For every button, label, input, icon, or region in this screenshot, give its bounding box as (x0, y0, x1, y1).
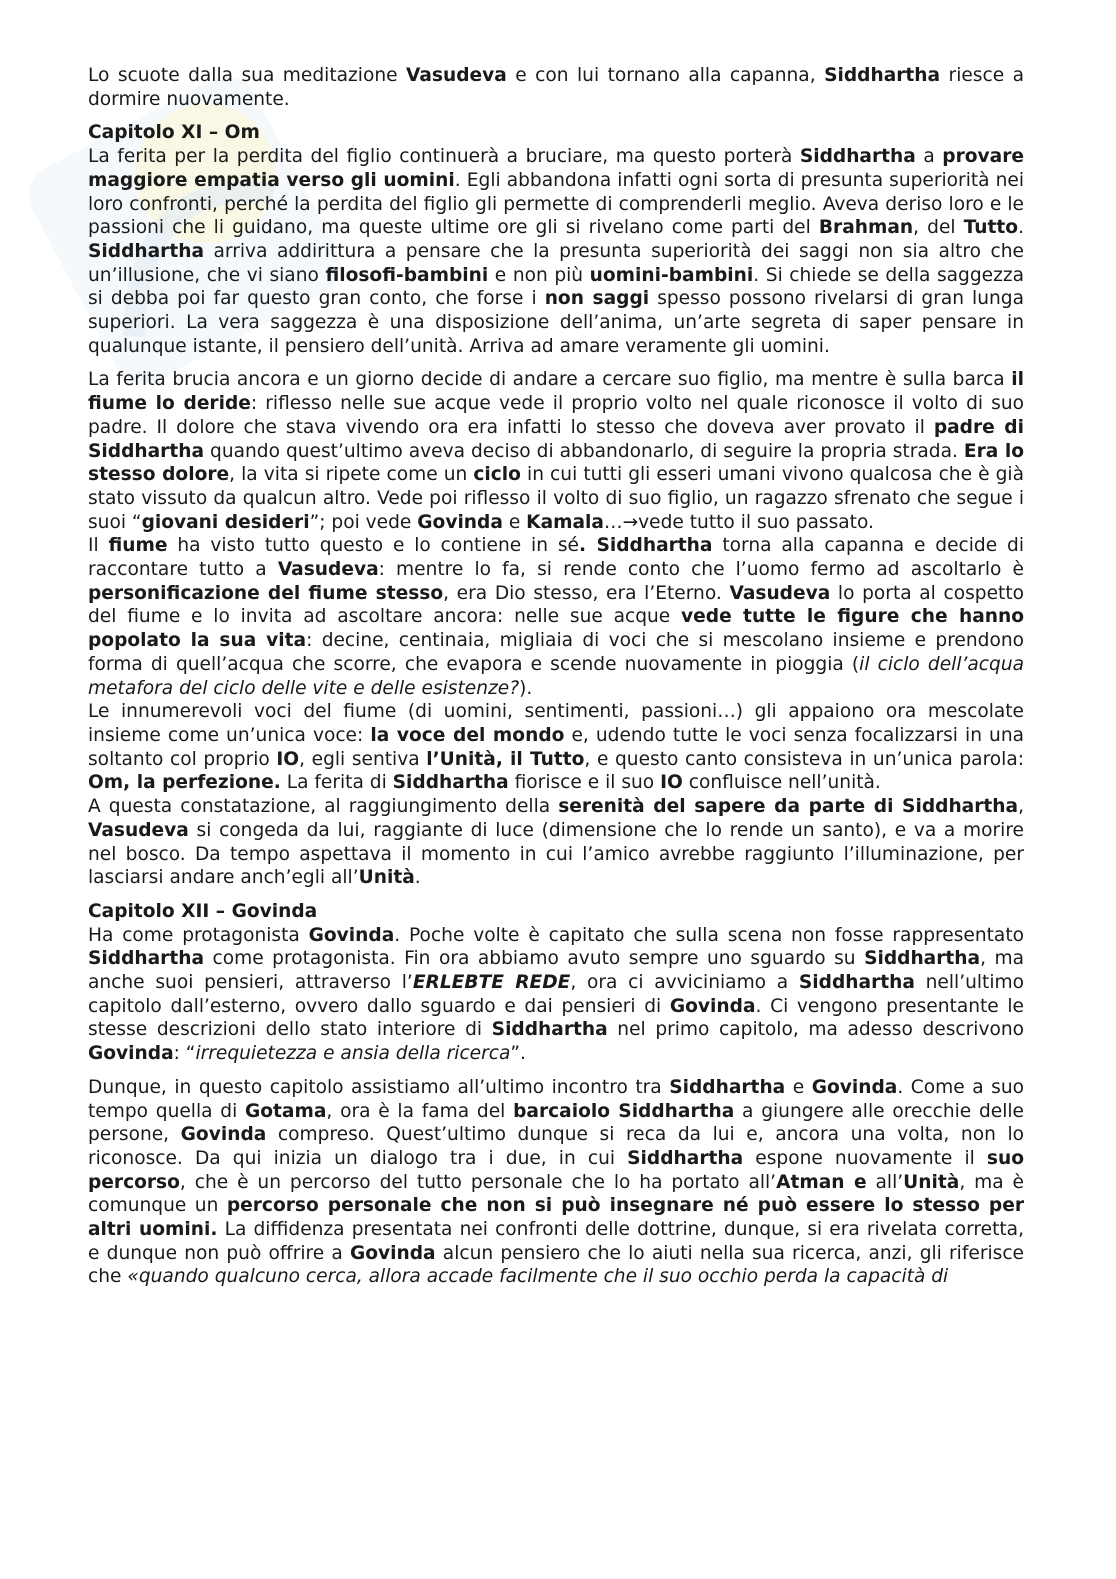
chapter-xi-paragraph-4: Le innumerevoli voci del fiume (di uomini, sentimenti, passioni…) gli appaiono ora mescolate insieme come un’unica voce: la voce del mondo e, udendo tutte le voci senza focalizzarsi in una soltanto col proprio IO, egli sentiva l’Unità, il Tutto, e questo canto consisteva in un’unica parola: Om, la perfezione. La ferita di Siddhartha fiorisce e il suo IO confluisce nell’unità. (88, 701, 1025, 794)
document-page (88, 64, 1024, 1289)
chapter-xii-paragraph-2: Dunque, in questo capitolo assistiamo all’ultimo incontro tra Siddhartha e Govinda. Come a suo tempo quella di Gotama, ora è la fama del barcaiolo Siddhartha a giungere alle orecchie delle persone, Govinda compreso. Quest’ultimo dunque si reca da lui e, ancora una volta, non lo riconosce. Da qui inizia un dialogo tra i due, in cui Siddhartha espone nuovamente il suo percorso, che è un percorso del tutto personale che lo ha portato all’Atman e all’Unità, ma è comunque un percorso personale che non si può insegnare né può essere lo stesso per altri uomini. La diffidenza presentata nei confronti delle dottrine, dunque, si era rivelata corretta, e dunque non può offrire a Govinda alcun pensiero che lo aiuti nella sua ricerca, anzi, gli riferisce che «quando qualcuno cerca, allora accade facilmente che il suo occhio perda la capacità di (88, 1076, 1025, 1288)
intro-paragraph: Lo scuote dalla sua meditazione Vasudeva e con lui tornano alla capanna, Siddhartha riesce a dormire nuovamente. (88, 65, 1024, 110)
chapter-xii-heading: Capitolo XII – Govinda (88, 900, 318, 922)
chapter-xii-paragraph-1: Ha come protagonista Govinda. Poche volte è capitato che sulla scena non fosse rappresentato Siddhartha come protagonista. Fin ora abbiamo avuto sempre uno sguardo su Siddhartha, ma anche suoi pensieri, attraverso l’ERLEBTE REDE, ora ci avviciniamo a Siddhartha nell’ultimo capitolo dall’esterno, ovvero dallo sguardo e dai pensieri di Govinda. Ci vengono presentante le stesse descrizioni dello stato interiore di Siddhartha nel primo capitolo, ma adesso descrivono Govinda: “irrequietezza e ansia della ricerca”. (88, 924, 1025, 1065)
chapter-xi-paragraph-5: A questa constatazione, al raggiungimento della serenità del sapere da parte di Siddhartha, Vasudeva si congeda da lui, raggiante di luce (dimensione che lo rende un santo), e va a morire nel bosco. Da tempo aspettava il momento in cui l’amico avrebbe raggiunto l’illuminazione, per lasciarsi andare anch’egli all’Unità. (88, 796, 1024, 889)
chapter-xi-paragraph-1: La ferita per la perdita del figlio continuerà a bruciare, ma questo porterà Siddhartha a provare maggiore empatia verso gli uomini. Egli abbandona infatti ogni sorta di presunta superiorità nei loro confronti, perché la perdita del figlio gli permette di comprenderli meglio. Aveva deriso loro e le passioni che li guidano, ma queste ultime ore gli si rivelano come parti del Brahman, del Tutto. Siddhartha arriva addirittura a pensare che la presunta superiorità dei saggi non sia altro che un’illusione, che vi siano filosofi-bambini e non più uomini-bambini. Si chiede se della saggezza si debba poi far questo gran conto, che forse i non saggi spesso possono rivelarsi di gran lunga superiori. La vera saggezza è una disposizione dell’anima, un’arte segreta di saper pensare in qualunque istante, il pensiero dell’unità. Arriva ad amare veramente gli uomini. (88, 146, 1025, 357)
chapter-xi-paragraph-3: Il fiume ha visto tutto questo e lo contiene in sé. Siddhartha torna alla capanna e decide di raccontare tutto a Vasudeva: mentre lo fa, si rende conto che l’uomo fermo ad ascoltarlo è personificazione del fiume stesso, era Dio stesso, era l’Eterno. Vasudeva lo porta al cospetto del fiume e lo invita ad ascoltare ancora: nelle sue acque vede tutte le figure che hanno popolato la sua vita: decine, centinaia, migliaia di voci che si mescolano insieme e prendono forma di quell’acqua che scorre, che evapora e scende nuovamente in pioggia (il ciclo dell’acqua metafora del ciclo delle vite e delle esistenze?). (88, 535, 1025, 699)
chapter-xi-heading: Capitolo XI – Om (88, 122, 260, 144)
chapter-xi-paragraph-2: La ferita brucia ancora e un giorno decide di andare a cercare suo figlio, ma mentre è sulla barca il fiume lo deride: riflesso nelle sue acque vede il proprio volto nel quale riconosce il volto di suo padre. Il dolore che stava vivendo ora era infatti lo stesso che doveva aver provato il padre di Siddhartha quando quest’ultimo aveva deciso di abbandonarlo, di seguire la propria strada. Era lo stesso dolore, la vita si ripete come un ciclo in cui tutti gli esseri umani vivono qualcosa che è già stato vissuto da qualcun altro. Vede poi riflesso il volto di suo figlio, un ragazzo sfrenato che segue i suoi “giovani desideri”; poi vede Govinda e Kamala…→vede tutto il suo passato. (88, 369, 1024, 533)
